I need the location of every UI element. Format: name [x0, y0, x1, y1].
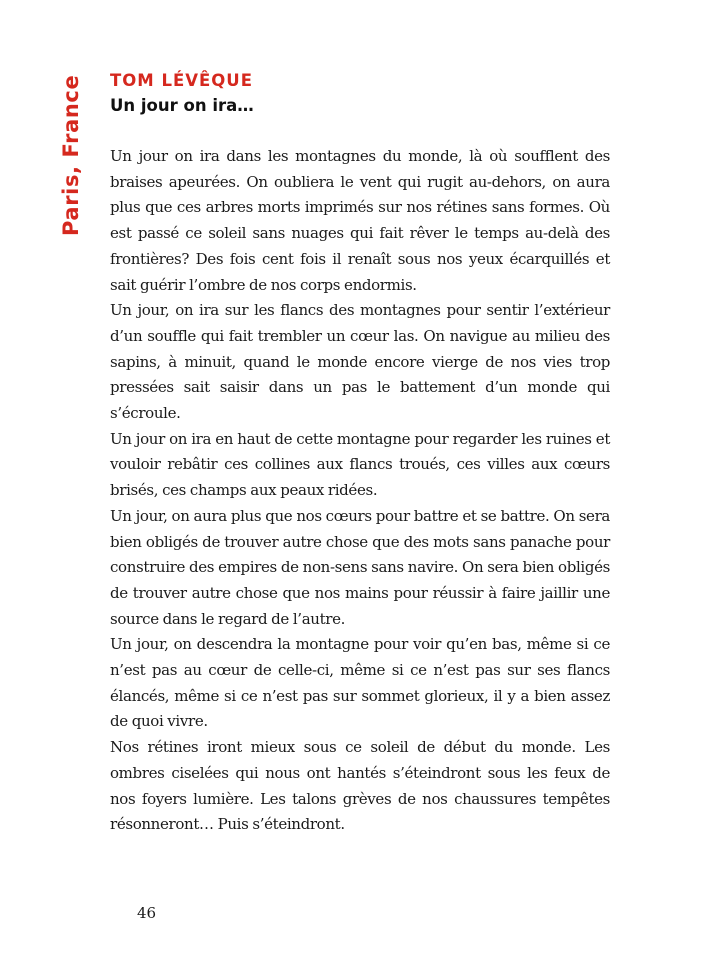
paragraph-1: Un jour on ira dans les montagnes du monde, là où soufflent des braises apeurées. On oubliera le vent qui rugit au-dehors, on aura plus que ces arbres morts imprimés sur nos rétines sans formes. Où est passé ce soleil sans nuages qui fait rêver le temps au-delà des frontières? Des fois cent fois il renaît sous nos yeux écarquillés et sait guérir l’ombre de nos corps endormis. [110, 147, 610, 294]
paragraph-2: Un jour, on ira sur les flancs des montagnes pour sentir l’extérieur d’un souffle qui fait trembler un cœur las. On navigue au milieu des sapins, à minuit, quand le monde encore vierge de nos vies trop pressées sait saisir dans un pas le battement d’un monde qui s’écroule. [110, 301, 610, 423]
paragraph-4: Un jour, on aura plus que nos cœurs pour battre et se battre. On sera bien obligés de trouver autre chose que des mots sans panache pour construire des empires de non-sens sans navire. On sera bien obligés de trouver autre chose que nos mains pour réussir à faire jaillir une source dans le regard de l’autre. [110, 506, 610, 628]
poem-title: Un jour on ira… [110, 96, 254, 115]
poem-body [110, 144, 610, 838]
author-name: TOM LÉVÊQUE [110, 71, 253, 90]
paragraph-5: Un jour, on descendra la montagne pour voir qu’en bas, même si ce n’est pas au cœur de celle-ci, même si ce n’est pas sur ses flancs élancés, même si ce n’est pas sur sommet glorieux, il y a bien assez de quoi vivre. [110, 635, 610, 731]
paragraph-3: Un jour on ira en haut de cette montagne pour regarder les ruines et vouloir rebâtir ces collines aux flancs troués, ces villes aux cœurs brisés, ces champs aux peaux ridées. [110, 429, 610, 500]
page-number: 46 [137, 904, 157, 922]
paragraph-6: Nos rétines iront mieux sous ce soleil de début du monde. Les ombres ciselées qui nous ont hantés s’éteindront sous les feux de nos foyers lumière. Les talons grèves de nos chaussures tempêtes résonneront… Puis s’éteindront. [110, 738, 610, 834]
location-side-label: Paris, France [59, 74, 83, 236]
